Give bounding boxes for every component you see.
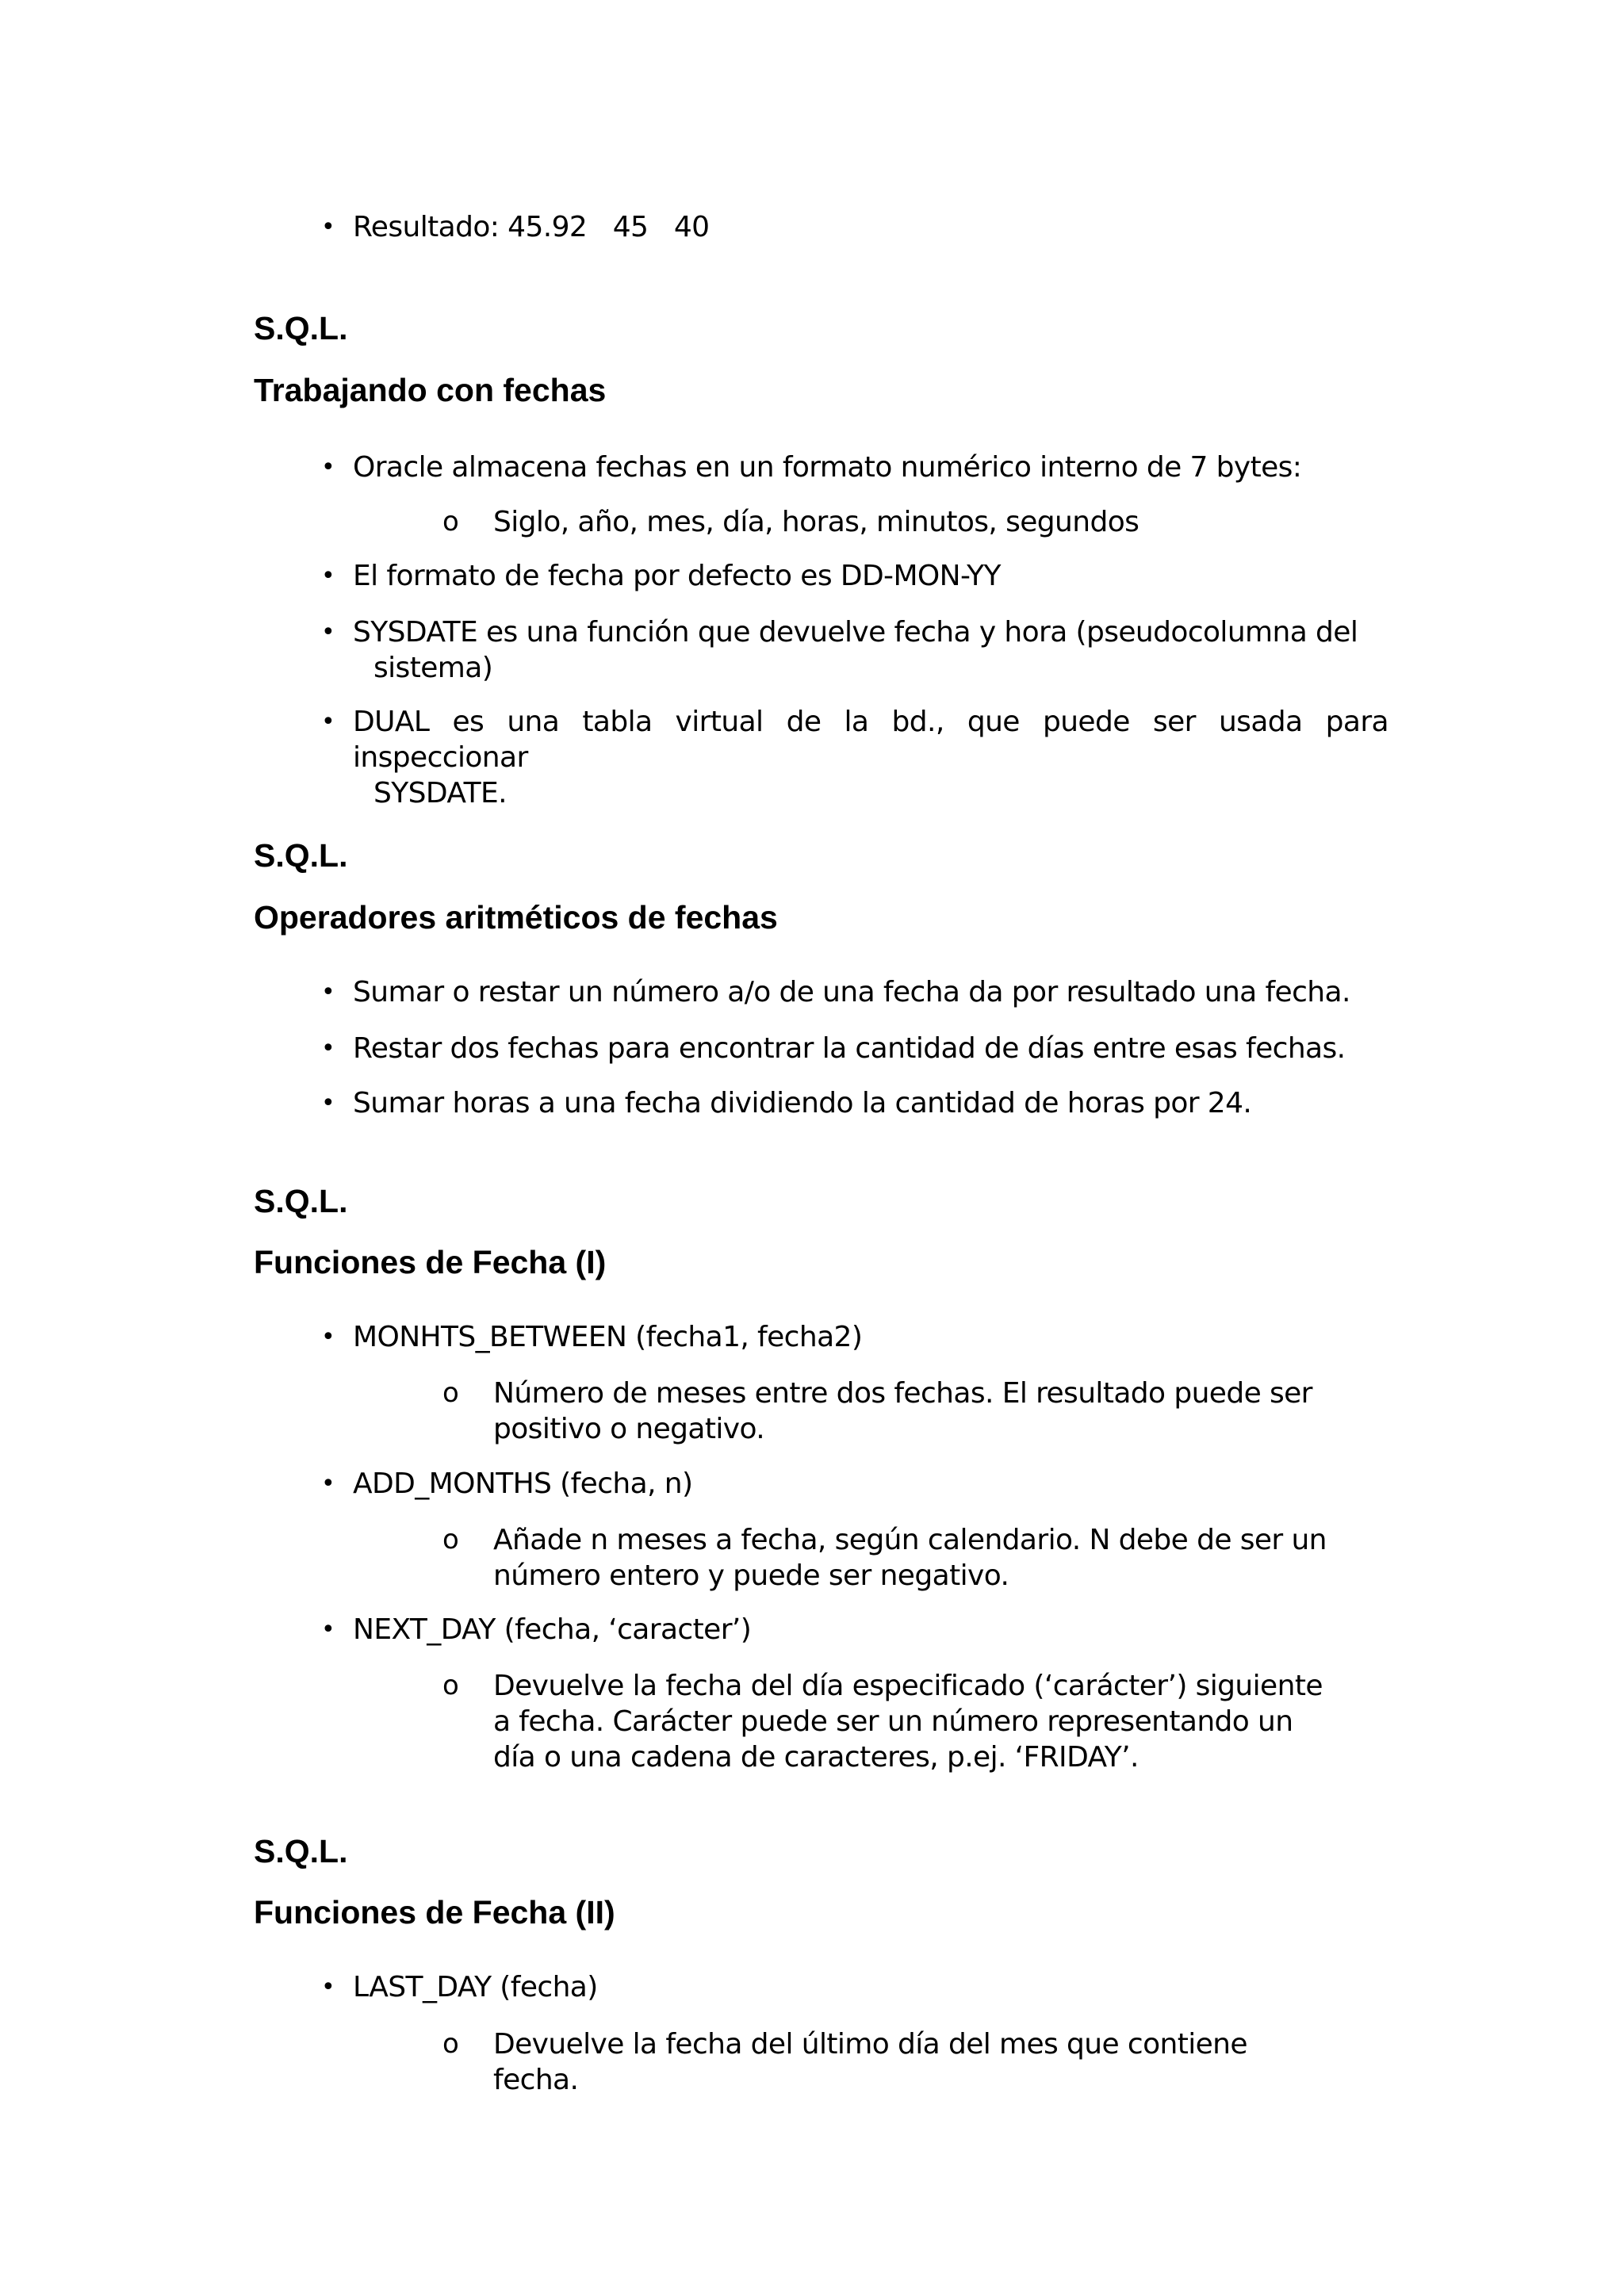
bullet-text: El formato de fecha por defecto es DD-MON-YY xyxy=(353,560,1001,592)
subbullet-item xyxy=(442,1376,1339,1447)
section-heading: S.Q.L. xyxy=(254,1183,348,1219)
bullet-text: LAST_DAY (fecha) xyxy=(353,1971,598,2003)
bullet-text: MONHTS_BETWEEN (fecha1, fecha2) xyxy=(353,1321,863,1353)
subbullet-marker: o xyxy=(442,506,459,538)
bullet-item xyxy=(321,704,1388,811)
bullet-item xyxy=(321,1085,1388,1121)
bullet-marker: • xyxy=(321,1616,335,1644)
subbullet-marker: o xyxy=(442,1670,459,1701)
bullet-item xyxy=(321,974,1388,1010)
bullet-item xyxy=(321,1319,1388,1355)
bullet-item xyxy=(321,1612,1388,1647)
subbullet-marker: o xyxy=(442,2028,459,2060)
bullet-marker: • xyxy=(321,453,335,481)
bullet-text: Sumar horas a una fecha dividiendo la cantidad de horas por 24. xyxy=(353,1087,1252,1119)
section-heading: S.Q.L. xyxy=(254,837,348,874)
section-heading: S.Q.L. xyxy=(254,1833,348,1869)
section-subheading: Trabajando con fechas xyxy=(254,372,607,408)
bullet-item xyxy=(321,450,1388,485)
bullet-item xyxy=(321,209,1388,245)
subbullet-text: Siglo, año, mes, día, horas, minutos, segundos xyxy=(493,506,1139,538)
section-subheading: Funciones de Fecha (II) xyxy=(254,1894,615,1931)
bullet-text-line-2: SYSDATE. xyxy=(373,777,507,809)
section-subheading: Funciones de Fecha (I) xyxy=(254,1244,607,1280)
bullet-marker: • xyxy=(321,1089,335,1117)
subbullet-text: Devuelve la fecha del día especificado (‘carácter’) siguiente a fecha. Carácter puede ser un número representando un día o una cadena de caracteres, p.ej. ‘FRIDAY’. xyxy=(493,1670,1323,1774)
bullet-text-line-1: SYSDATE es una función que devuelve fecha y hora (pseudocolumna del xyxy=(353,616,1358,649)
subbullet-text: Devuelve la fecha del último día del mes que contiene fecha. xyxy=(493,2028,1247,2096)
bullet-text: Sumar o restar un número a/o de una fecha da por resultado una fecha. xyxy=(353,976,1350,1008)
bullet-text: ADD_MONTHS (fecha, n) xyxy=(353,1468,693,1500)
subbullet-item xyxy=(442,2026,1339,2098)
bullet-marker: • xyxy=(321,978,335,1006)
bullet-marker: • xyxy=(321,1323,335,1351)
bullet-marker: • xyxy=(321,1035,335,1062)
bullet-marker: • xyxy=(321,1470,335,1498)
bullet-item xyxy=(321,614,1388,686)
bullet-marker: • xyxy=(321,1973,335,2001)
subbullet-item xyxy=(442,1522,1339,1594)
subbullet-text: Añade n meses a fecha, según calendario. N debe de ser un número entero y puede ser negativo. xyxy=(493,1524,1327,1592)
bullet-marker: • xyxy=(321,708,335,736)
bullet-text-line-1: DUAL es una tabla virtual de la bd., que puede ser usada para inspeccionar xyxy=(353,706,1388,774)
subbullet-marker: o xyxy=(442,1377,459,1409)
bullet-marker: • xyxy=(321,213,335,241)
bullet-text-line-2: sistema) xyxy=(373,652,493,684)
subbullet-marker: o xyxy=(442,1524,459,1556)
bullet-marker: • xyxy=(321,618,335,646)
bullet-text: NEXT_DAY (fecha, ‘caracter’) xyxy=(353,1613,752,1646)
subbullet-item xyxy=(442,504,1339,540)
subbullet-item xyxy=(442,1668,1339,1775)
section-heading: S.Q.L. xyxy=(254,310,348,346)
bullet-text: Restar dos fechas para encontrar la cantidad de días entre esas fechas. xyxy=(353,1032,1346,1065)
bullet-item xyxy=(321,1969,1388,2005)
bullet-text: Resultado: 45.92 45 40 xyxy=(353,211,710,243)
bullet-marker: • xyxy=(321,562,335,590)
bullet-item xyxy=(321,1466,1388,1502)
subbullet-text: Número de meses entre dos fechas. El resultado puede ser positivo o negativo. xyxy=(493,1377,1312,1445)
bullet-text: Oracle almacena fechas en un formato numérico interno de 7 bytes: xyxy=(353,451,1302,484)
bullet-item xyxy=(321,558,1388,594)
section-subheading: Operadores aritméticos de fechas xyxy=(254,899,778,936)
bullet-item xyxy=(321,1031,1388,1066)
